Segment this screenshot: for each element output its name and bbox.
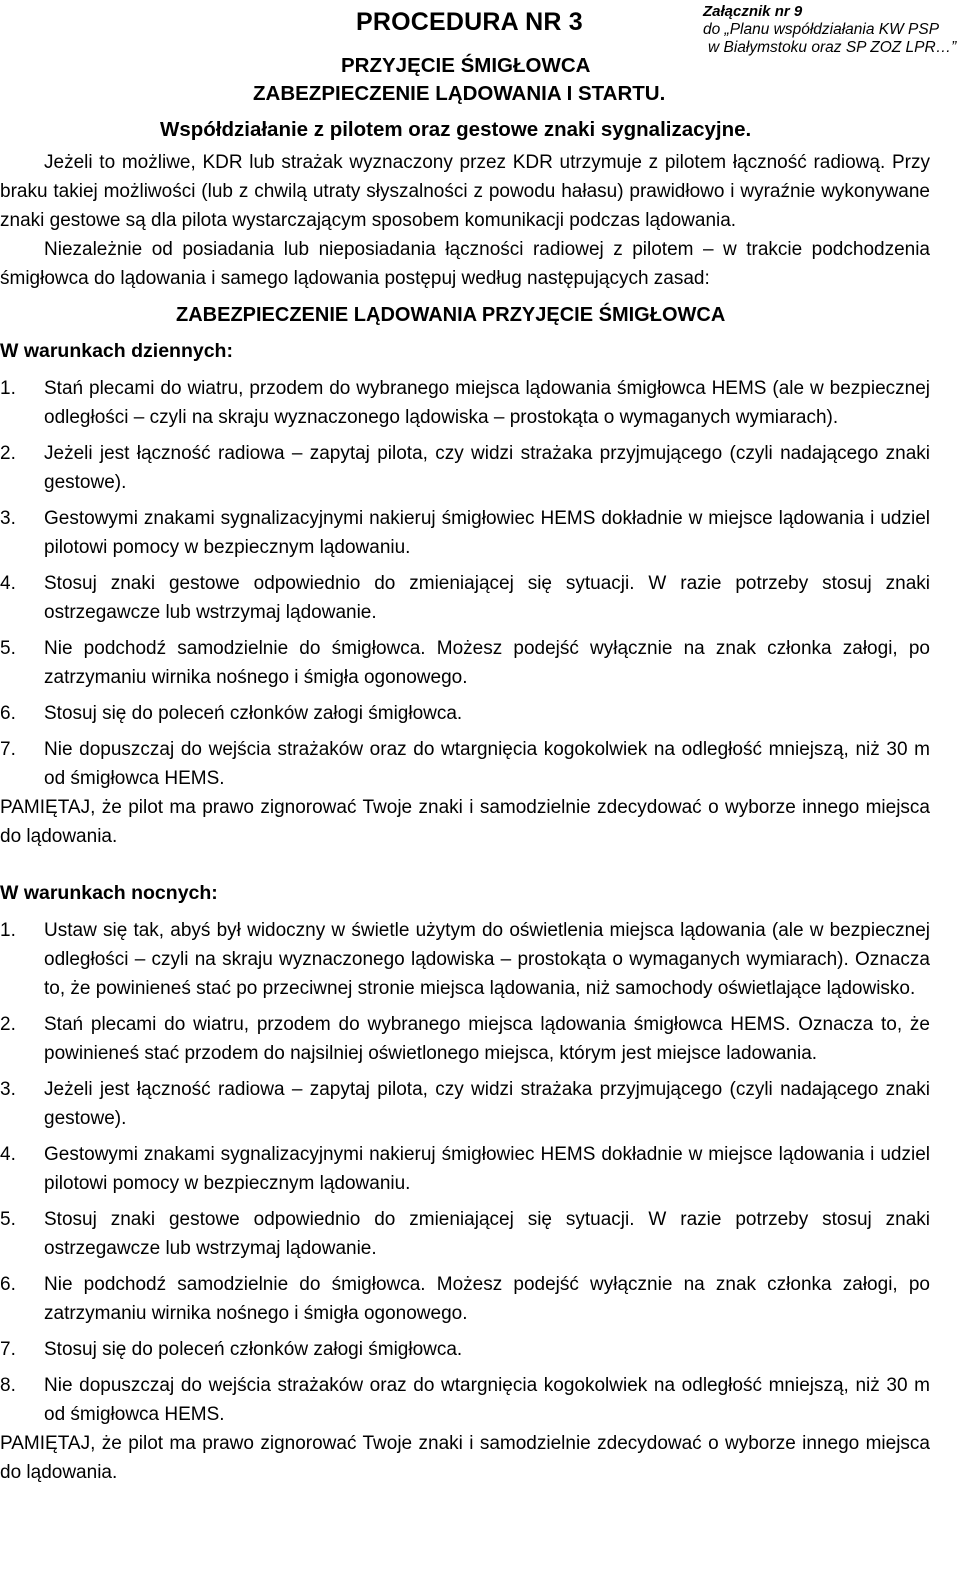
list-item	[0, 1335, 930, 1364]
item-number: 6.	[0, 1274, 16, 1295]
list-item	[0, 699, 930, 728]
item-number: 2.	[0, 1014, 16, 1035]
list-item	[0, 634, 930, 692]
list-item	[0, 504, 930, 562]
item-number: 3.	[0, 508, 16, 529]
item-number: 1.	[0, 920, 16, 941]
item-text: Ustaw się tak, abyś był widoczny w świetle użytym do oświetlenia miejsca lądowania (ale w bezpiecznej odległości – czyli na skraju wyznaczonego lądowiska – prostokąta o wymaganych wymiarach). Oznacza to, że powinieneś stać po przeciwnej stronie miejsca lądowania, niż samochody oświetlające lądowisko.	[44, 920, 930, 999]
list-item	[0, 1270, 930, 1328]
item-text: Stosuj się do poleceń członków załogi śmigłowca.	[44, 1339, 463, 1360]
item-number: 4.	[0, 573, 16, 594]
list-item	[0, 569, 930, 627]
item-text: Gestowymi znakami sygnalizacyjnymi nakieruj śmigłowiec HEMS dokładnie w miejsce lądowania i udziel pilotowi pomocy w bezpiecznym lądowaniu.	[44, 508, 930, 558]
list-item	[0, 374, 930, 432]
item-number: 1.	[0, 378, 16, 399]
annex-reference-line2: w Białymstoku oraz SP ZOZ LPR…”	[708, 39, 957, 56]
list-item	[0, 916, 930, 1003]
item-text: Stań plecami do wiatru, przodem do wybranego miejsca lądowania śmigłowca HEMS (ale w bezpiecznej odległości – czyli na skraju wyznaczonego lądowiska – prostokąta o wymaganych wymiarach).	[44, 378, 930, 428]
list-item	[0, 1140, 930, 1198]
item-text: Stosuj znaki gestowe odpowiednio do zmieniającej się sytuacji. W razie potrzeby stosuj znaki ostrzegawcze lub wstrzymaj lądowanie.	[44, 1209, 930, 1259]
item-number: 3.	[0, 1079, 16, 1100]
night-conditions-heading: W warunkach nocnych:	[0, 882, 218, 904]
intro-paragraph-1: Jeżeli to możliwe, KDR lub strażak wyznaczony przez KDR utrzymuje z pilotem łączność radiową. Przy braku takiej możliwości (lub z chwilą utraty słyszalności z powodu hałasu) prawidłowo i wyraźnie wykonywane znaki gestowe są dla pilota wystarczającym sposobem komunikacji podczas lądowania.	[0, 152, 930, 231]
night-reminder: PAMIĘTAJ, że pilot ma prawo zignorować Twoje znaki i samodzielnie zdecydować o wyborze innego miejsca do lądowania.	[0, 1433, 930, 1483]
item-text: Stosuj się do poleceń członków załogi śmigłowca.	[44, 703, 463, 724]
item-number: 5.	[0, 638, 16, 659]
list-item	[0, 439, 930, 497]
item-text: Stosuj znaki gestowe odpowiednio do zmieniającej się sytuacji. W razie potrzeby stosuj znaki ostrzegawcze lub wstrzymaj lądowanie.	[44, 573, 930, 623]
day-conditions-heading: W warunkach dziennych:	[0, 340, 233, 362]
list-item	[0, 1371, 930, 1429]
subtitle-reception: PRZYJĘCIE ŚMIGŁOWCA	[341, 54, 591, 77]
annex-number: Załącznik nr 9	[703, 3, 803, 20]
item-text: Nie dopuszczaj do wejścia strażaków oraz do wtargnięcia kogokolwiek na odległość mniejszą, niż 30 m od śmigłowca HEMS.	[44, 1375, 930, 1425]
day-reminder: PAMIĘTAJ, że pilot ma prawo zignorować Twoje znaki i samodzielnie zdecydować o wyborze innego miejsca do lądowania.	[0, 797, 930, 847]
item-text: Nie dopuszczaj do wejścia strażaków oraz do wtargnięcia kogokolwiek na odległość mniejszą, niż 30 m od śmigłowca HEMS.	[44, 739, 930, 789]
list-item	[0, 1075, 930, 1133]
item-text: Gestowymi znakami sygnalizacyjnymi nakieruj śmigłowiec HEMS dokładnie w miejsce lądowania i udziel pilotowi pomocy w bezpiecznym lądowaniu.	[44, 1144, 930, 1194]
list-item	[0, 735, 930, 793]
item-number: 5.	[0, 1209, 16, 1230]
item-number: 7.	[0, 739, 16, 760]
subtitle-security: ZABEZPIECZENIE LĄDOWANIA I STARTU.	[253, 82, 666, 105]
item-text: Stań plecami do wiatru, przodem do wybranego miejsca lądowania śmigłowca HEMS. Oznacza to, że powinieneś stać przodem do najsilniej oświetlonego miejsca, którym jest miejsce ladowania.	[44, 1014, 930, 1064]
day-steps-list	[0, 374, 930, 793]
document-body	[0, 148, 930, 1487]
list-item	[0, 1010, 930, 1068]
item-number: 6.	[0, 703, 16, 724]
night-steps-list	[0, 916, 930, 1429]
item-number: 4.	[0, 1144, 16, 1165]
annex-reference-line1: do „Planu współdziałania KW PSP	[703, 21, 940, 38]
item-number: 7.	[0, 1339, 16, 1360]
subtitle-cooperation: Współdziałanie z pilotem oraz gestowe znaki sygnalizacyjne.	[160, 118, 752, 141]
item-text: Jeżeli jest łączność radiowa – zapytaj pilota, czy widzi strażaka przyjmującego (czyli nadającego znaki gestowe).	[44, 1079, 930, 1129]
annex-note	[703, 3, 960, 57]
item-text: Nie podchodź samodzielnie do śmigłowca. Możesz podejść wyłącznie na znak członka załogi, po zatrzymaniu wirnika nośnego i śmigła ogonowego.	[44, 1274, 930, 1324]
intro-paragraph-2: Niezależnie od posiadania lub nieposiadania łączności radiowej z pilotem – w trakcie podchodzenia śmigłowca do lądowania i samego lądowania postępuj według następujących zasad:	[0, 239, 930, 289]
spacer	[0, 851, 930, 873]
item-text: Nie podchodź samodzielnie do śmigłowca. Możesz podejść wyłącznie na znak członka załogi, po zatrzymaniu wirnika nośnego i śmigła ogonowego.	[44, 638, 930, 688]
item-number: 8.	[0, 1375, 16, 1396]
procedure-title: PROCEDURA NR 3	[356, 8, 583, 36]
item-number: 2.	[0, 443, 16, 464]
list-item	[0, 1205, 930, 1263]
section-title: ZABEZPIECZENIE LĄDOWANIA PRZYJĘCIE ŚMIGŁOWCA	[176, 304, 726, 326]
item-text: Jeżeli jest łączność radiowa – zapytaj pilota, czy widzi strażaka przyjmującego (czyli nadającego znaki gestowe).	[44, 443, 930, 493]
